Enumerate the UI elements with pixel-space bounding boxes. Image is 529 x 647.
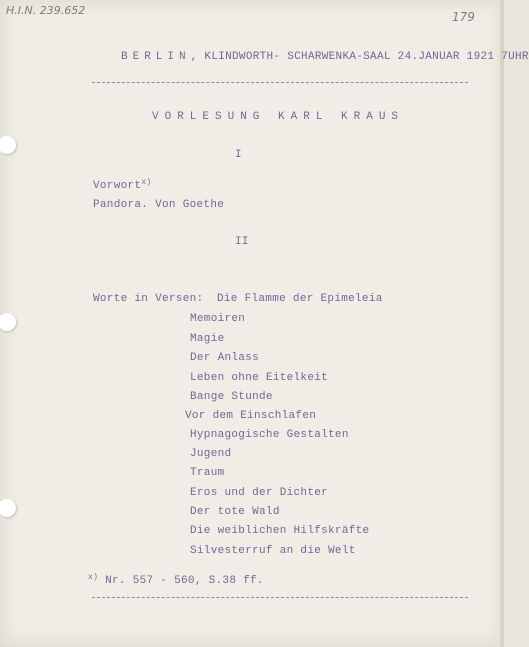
footnote xyxy=(88,573,264,587)
footnote-text: Nr. 557 - 560, S.38 ff. xyxy=(105,575,264,587)
poem-item: Vor dem Einschlafen xyxy=(185,410,317,422)
poem-item: Hypnagogische Gestalten xyxy=(190,429,349,441)
header-city: BERLIN xyxy=(121,51,191,63)
poem-item: Jugend xyxy=(190,448,232,460)
poem-item: Der Anlass xyxy=(190,352,260,364)
footnote-marker: x) xyxy=(141,178,152,187)
program-item xyxy=(93,178,152,192)
header-line: BERLIN, KLINDWORTH- SCHARWENKA-SAAL 24.JANUAR 1921 7UHR xyxy=(121,51,529,63)
poem-item: Leben ohne Eitelkeit xyxy=(190,372,329,384)
poem-item: Die Flamme der Epimeleia xyxy=(217,293,383,305)
poem-item: Memoiren xyxy=(190,313,246,325)
footnote-marker: x) xyxy=(88,573,99,582)
archive-mark: H.I.N. 239.652 xyxy=(6,4,86,17)
footer-rule xyxy=(92,597,468,598)
part-one-numeral: I xyxy=(235,149,242,161)
header-venue: KLINDWORTH- SCHARWENKA-SAAL xyxy=(204,51,391,63)
page-edge xyxy=(500,0,504,647)
poem-item: Magie xyxy=(190,333,225,345)
header-date: 24.JANUAR 1921 7UHR xyxy=(397,51,529,63)
poem-item: Bange Stunde xyxy=(190,391,273,403)
poem-item: Die weiblichen Hilfskräfte xyxy=(190,525,370,537)
punch-hole xyxy=(0,313,16,331)
section-intro: Worte in Versen: xyxy=(93,293,204,305)
part-two-numeral: II xyxy=(235,236,249,248)
poem-item: Silvesterruf an die Welt xyxy=(190,545,356,557)
item-text: Vorwort xyxy=(93,180,142,192)
header-rule xyxy=(92,82,468,83)
punch-hole xyxy=(0,136,16,154)
punch-hole xyxy=(0,499,16,517)
program-item: Pandora. Von Goethe xyxy=(93,199,225,211)
poem-item: Der tote Wald xyxy=(190,506,280,518)
poem-item: Traum xyxy=(190,467,225,479)
page-title: VORLESUNG KARL KRAUS xyxy=(152,111,405,123)
poem-item: Eros und der Dichter xyxy=(190,487,329,499)
page-number: 179 xyxy=(452,10,475,24)
